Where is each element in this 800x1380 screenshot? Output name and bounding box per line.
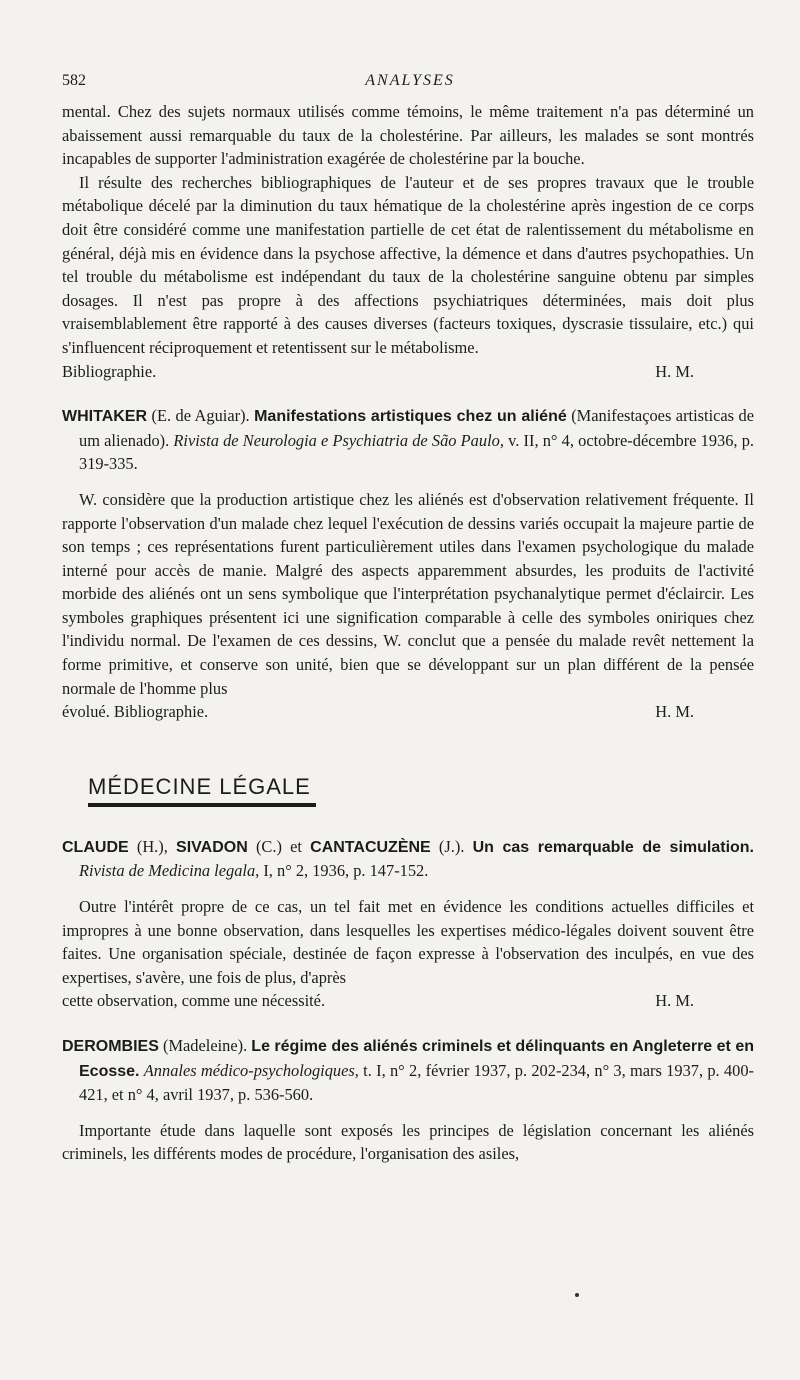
review-entry-claude (62, 835, 754, 1013)
author-signature: H. M. (655, 702, 694, 722)
author-signature: H. M. (655, 991, 694, 1011)
author-initials: (Madeleine). (158, 1036, 252, 1055)
author-signature: H. M. (655, 361, 694, 381)
section-heading: MÉDECINE LÉGALE (88, 773, 311, 799)
citation-details: t. I, n° 2, février 1937, p. 202-234, n° 3, mars 1937, p. 400-421, et n° 4, avril 1937, p. 536-560. (79, 1060, 755, 1105)
review-text: W. considère que la production artistique chez les aliénés est d'observation relativement fréquente. Il rapporte l'observation d'un malade chez lequel l'exécution de dessins variés occupait la majeure partie de son temps ; ces représentations furent particulièrement utiles dans l'examen psychologique du malade interné pour accès de manie. Malgré des aspects apparemment absurdes, les produits de l'activité morbide des aliénés ont un sens symbolique que l'interprétation psychanalytique permet d'éclaircir. Les symboles graphiques présentent ici une signification comparable à celle des symboles oniriques chez l'individu normal. De l'examen de ces dessins, W. conclut que a pensée du malade revêt nettement la forme primitive, et conserve son unité, bien que se développant sur un plan différent de la pensée normale de l'homme plus (62, 489, 754, 698)
reference-claude (62, 835, 754, 883)
author-name-2: SIVADON (176, 838, 248, 856)
prev-paragraph-1: mental. Chez des sujets normaux utilisés comme témoins, le même traitement n'a pas déterminé un abaissement aussi remarquable du taux de la cholestérine. Par ailleurs, les malades se sont montrés incapables de supporter l'administration exagérée de cholestérine par la bouche. (62, 102, 754, 169)
article-body (62, 100, 754, 1166)
review-text: Outre l'intérêt propre de ce cas, un tel fait met en évidence les conditions actuelles difficiles et impropres à une bonne observation, dans lesquelles les expertises médico-légales doivent souvent être faites. Une organisation spéciale, destinée de façon expresse à l'observation des inculpés, en vue des expertises, s'avère, une fois de plus, d'après (62, 897, 754, 987)
journal-name: Rivista de Neurologia e Psychiatria de São Paulo, (173, 430, 504, 450)
review-entry-derombies (62, 1034, 754, 1166)
prev-signature-line (62, 360, 754, 384)
citation-details: v. II, n° 4, octobre-décembre 1936, p. 319-335. (79, 430, 754, 474)
bibliography-label: Bibliographie. (62, 361, 157, 381)
review-text: Importante étude dans laquelle sont exposés les principes de législation concernant les aliénés criminels, les différents modes de procédure, l'organisation des asiles, (62, 1120, 754, 1164)
author-name-3: CANTACUZÈNE (310, 838, 431, 856)
review-closing: évolué. Bibliographie. (62, 702, 209, 722)
citation-details: I, n° 2, 1936, p. 147-152. (259, 861, 429, 881)
reference-derombies (62, 1034, 754, 1107)
original-title: (Manifestaçoes artisticas de um alienado). (79, 406, 754, 450)
prev-paragraph-2: Il résulte des recherches bibliographiques de l'auteur et de ses propres travaux que le trouble métabolique décelé par la diminution du taux hématique de la cholestérine après ingestion de ce corps doit être considéré comme une manifestation partielle de cet état de ralentissement du métabolisme en général, déjà mis en évidence dans la psychose affective, la démence et dans d'autres psychopathies. Un tel trouble du métabolisme est indépendant du taux de la cholestérine sanguine obtenu par simples dosages. Il n'est pas propre à des affections psychiatriques déterminées, mais doit plus vraisemblablement être rapporté à des causes diverses (facteurs toxiques, dyscrasie tissulaire, etc.) qui s'influencent réciproquement et retentissent sur le métabolisme. (62, 172, 754, 357)
author-name-1: CLAUDE (62, 838, 129, 856)
running-title: ANALYSES (365, 72, 455, 89)
journal-name: Rivista de Medicina legala, (79, 861, 260, 881)
page-header (62, 72, 758, 94)
author-name: WHITAKER (62, 408, 148, 426)
review-closing: cette observation, comme une nécessité. (62, 991, 326, 1011)
review-entry-whitaker (62, 404, 754, 724)
journal-name: Annales médico-psychologiques, (143, 1060, 359, 1080)
reference-whitaker (62, 404, 754, 476)
section-underline (88, 803, 316, 807)
article-title: Un cas remarquable de simulation. (472, 838, 755, 856)
author-initials: (E. de Aguiar). (147, 406, 255, 426)
signature-line (62, 700, 754, 724)
ink-speck (575, 1293, 579, 1297)
page-number: 582 (62, 72, 86, 89)
author-initials-3: (J.). (430, 836, 473, 856)
signature-line (62, 989, 754, 1013)
article-title: Manifestations artistiques chez un aliéné (254, 408, 567, 426)
author-initials-1: (H.), (128, 836, 177, 856)
article-title: Le régime des aliénés criminels et délinquants en Angleterre et en Ecosse. (79, 1038, 754, 1080)
author-initials-2: (C.) et (247, 836, 311, 856)
author-name: DEROMBIES (62, 1038, 159, 1055)
